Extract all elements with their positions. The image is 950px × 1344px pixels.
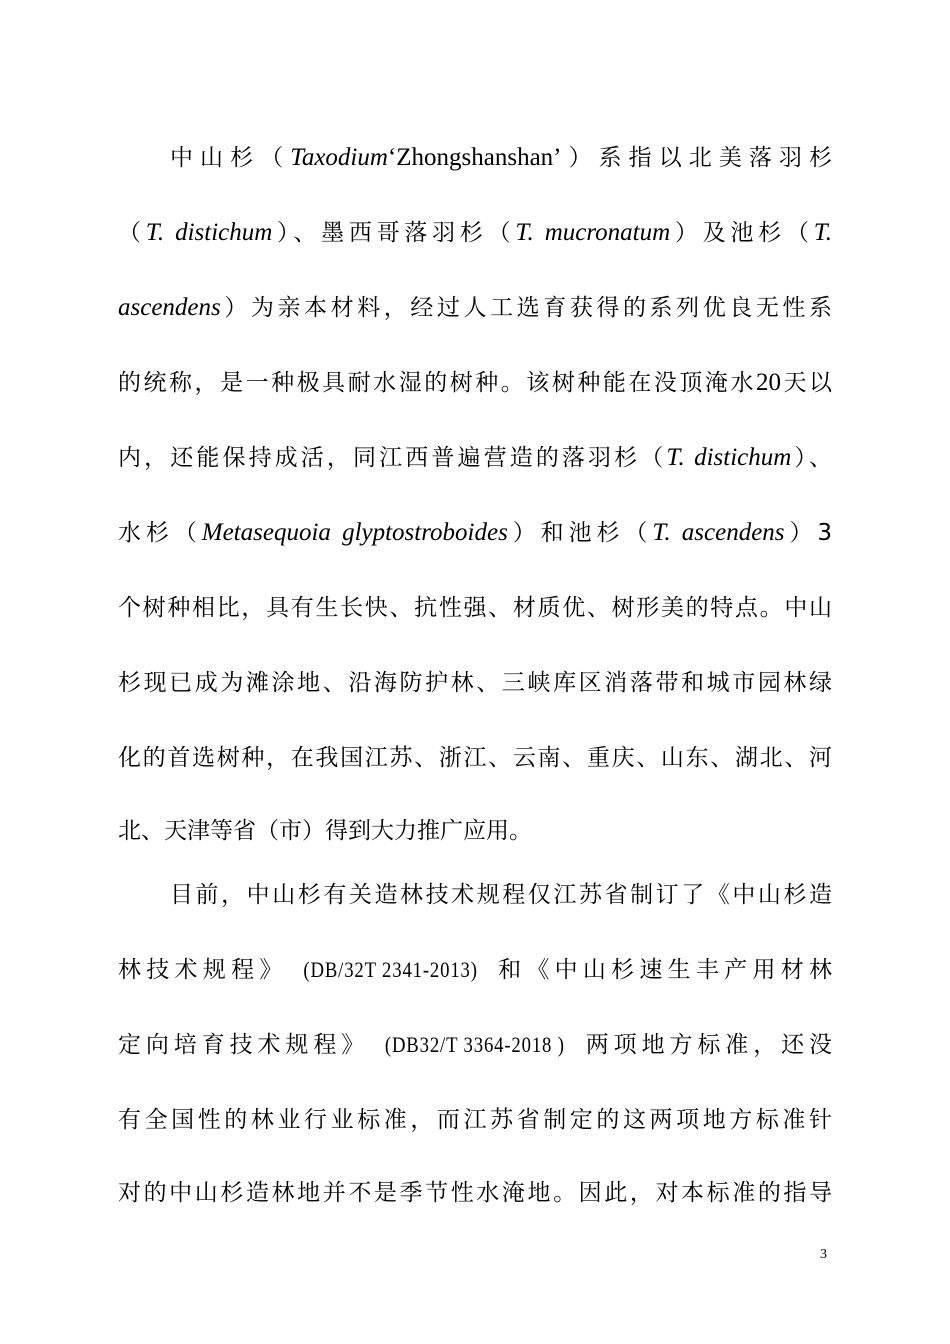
text-line	[118, 1177, 832, 1209]
text-segment: （	[118, 220, 146, 246]
italic-term: T. distichum	[666, 444, 792, 471]
text-segment: 内，还能保持成活，同江西普遍营造的落羽杉（	[118, 445, 667, 471]
text-segment: 的统称，是一种极具耐水湿的树种。该树种能在没顶淹水	[118, 370, 756, 396]
text-line	[170, 879, 832, 911]
italic-term: Taxodium	[290, 144, 388, 171]
text-segment: 北、天津等省（市）得到大力推广应用。	[118, 818, 532, 844]
text-segment: 对的中山杉造林地并不是季节性水淹地。因此，对本标准的指导	[118, 1180, 832, 1206]
text-segment: 水杉（	[118, 520, 202, 546]
text-segment: 有全国性的林业行业标准，而江苏省制定的这两项地方标准针	[118, 1107, 832, 1133]
text-segment: 天以	[780, 370, 833, 396]
text-line	[118, 367, 832, 399]
text-line	[118, 217, 832, 249]
text-segment: 林技术规程》	[118, 957, 288, 983]
italic-term: T. mucronatum	[515, 219, 671, 246]
text-line	[118, 442, 832, 474]
italic-term: T. distichum	[145, 219, 273, 246]
text-line	[118, 292, 832, 324]
text-line	[118, 1029, 832, 1061]
text-line	[170, 142, 832, 174]
text-segment: ）、	[791, 445, 833, 471]
text-segment: 两项地方标准，还没	[580, 1032, 833, 1058]
text-segment: 20	[755, 369, 781, 396]
text-line	[118, 1104, 832, 1136]
text-segment: ）和池杉（	[507, 520, 653, 546]
text-segment: (DB32/T 3364-2018 )	[385, 1032, 565, 1057]
text-segment: 目前，中山杉有关造林技术规程仅江苏省制订了《中山杉造	[170, 882, 832, 908]
text-line	[118, 592, 832, 624]
text-segment: ）、墨西哥落羽杉（	[272, 220, 516, 246]
page-number: 3	[820, 1247, 827, 1262]
italic-term: Metasequoia glyptostroboides	[201, 519, 508, 546]
text-line	[118, 517, 832, 549]
text-segment: 中山杉（	[170, 145, 291, 171]
text-line	[118, 667, 832, 699]
italic-term: T. ascendens	[652, 519, 785, 546]
italic-term: T.	[813, 219, 833, 246]
text-segment: ‘Zhongshanshan’	[387, 144, 562, 171]
text-segment: (DB/32T 2341-2013)	[302, 957, 478, 982]
text-line	[118, 815, 832, 847]
text-segment: ）为亲本材料，经过人工选育获得的系列优良无性系	[220, 295, 832, 321]
text-segment: 和《中山杉速生丰产用材林	[492, 957, 833, 983]
text-segment: ）系指以北美落羽杉	[561, 145, 833, 171]
italic-term: ascendens	[118, 294, 221, 321]
text-segment: ）及池杉（	[670, 220, 814, 246]
text-segment: 定向培育技术规程》	[118, 1032, 370, 1058]
text-line	[118, 742, 832, 774]
text-line	[118, 954, 832, 986]
text-segment: 杉现已成为滩涂地、沿海防护林、三峡库区消落带和城市园林绿	[118, 670, 832, 696]
text-segment: 个树种相比，具有生长快、抗性强、材质优、树形美的特点。中山	[118, 595, 832, 621]
text-segment: 化的首选树种，在我国江苏、浙江、云南、重庆、山东、湖北、河	[118, 745, 832, 771]
text-segment: ）3	[784, 520, 833, 546]
